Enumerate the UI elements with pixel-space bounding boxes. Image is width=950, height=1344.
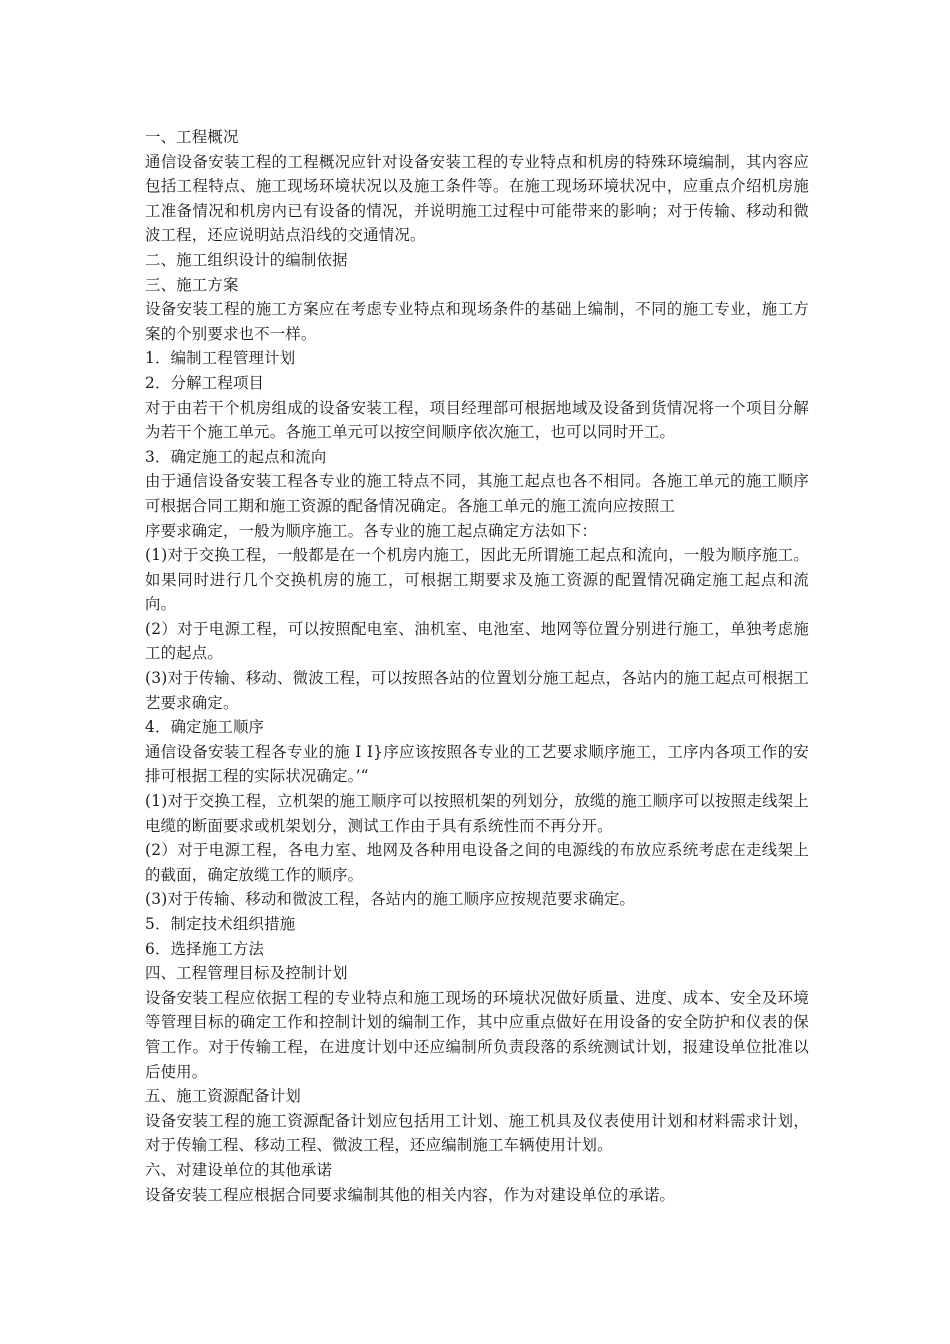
paragraph-power-order: (2）对于电源工程，各电力室、地网及各种用电设备之间的电源线的布放应系统考虑在走线架上的截面，确定放缆工作的顺序。	[145, 841, 809, 884]
item-decompose-project: 2．分解工程项目	[145, 373, 265, 392]
paragraph-decompose-project: 对于由若干个机房组成的设备安装工程，项目经理部可根据地域及设备到货情况将一个项目分解为若干个施工单元。各施工单元可以按空间顺序依次施工，也可以同时开工。	[145, 398, 809, 442]
paragraph-start-and-flow: 由于通信设备安装工程各专业的施工特点不同，其施工起点也各不相同。各施工单元的施工顺序可根据合同工期和施工资源的配备情况确定。各施工单元的施工流向应按照工	[145, 472, 809, 515]
paragraph-other-commitments: 设备安装工程应根据合同要求编制其他的相关内容，作为对建设单位的承诺。	[145, 1185, 676, 1204]
paragraph-project-overview: 通信设备安装工程的工程概况应针对设备安装工程的专业特点和机房的特殊环境编制，其内容应包括工程特点、施工现场环境状况以及施工条件等。在施工现场环境状况中，应重点介绍机房施工准备情况和机房内已有设备的情况，并说明施工过程中可能带来的影响；对于传输、移动和微波工程，还应说明站点沿线的交通情况。	[145, 152, 809, 245]
heading-management-goals: 四、工程管理目标及控制计划	[145, 964, 348, 983]
item-start-and-flow: 3．确定施工的起点和流向	[145, 447, 327, 466]
heading-resource-plan: 五、施工资源配备计划	[145, 1087, 301, 1106]
paragraph-transmission-start: (3)对于传输、移动、微波工程，可以按照各站的位置划分施工起点，各站内的施工起点可根据工艺要求确定。	[145, 669, 809, 712]
item-technical-measures: 5．制定技术组织措施	[145, 915, 296, 933]
paragraph-resource-plan: 设备安装工程的施工资源配备计划应包括用工计划、施工机具及仪表使用计划和材料需求计划，对于传输工程、移动工程、微波工程，还应编制施工车辆使用计划。	[145, 1111, 809, 1155]
heading-other-commitments: 六、对建设单位的其他承诺	[145, 1160, 333, 1179]
paragraph-start-and-flow-cont: 序要求确定，一般为顺序施工。各专业的施工起点确定方法如下：	[145, 521, 598, 540]
paragraph-construction-order: 通信设备安装工程各专业的施 I I}序应该按照各专业的工艺要求顺序施工，工序内各项工作的安排可根据工程的实际状况确定。’“	[145, 742, 809, 786]
heading-basis: 二、施工组织设计的编制依据	[145, 250, 348, 269]
document-body	[145, 125, 809, 1207]
paragraph-switching-order: (1)对于交换工程，立机架的施工顺序可以按照机架的列划分，放缆的施工顺序可以按照走线架上电缆的断面要求或机架划分，测试工作由于具有系统性而不再分开。	[145, 792, 809, 835]
heading-project-overview: 一、工程概况	[145, 128, 239, 146]
paragraph-power-start: (2）对于电源工程，可以按照配电室、油机室、电池室、地网等位置分别进行施工，单独考虑施工的起点。	[145, 619, 809, 663]
item-construction-order: 4．确定施工顺序	[145, 718, 265, 737]
item-construction-method: 6．选择施工方法	[145, 939, 265, 958]
item-management-plan: 1．编制工程管理计划	[145, 349, 296, 368]
heading-construction-plan: 三、施工方案	[145, 275, 239, 294]
paragraph-management-goals: 设备安装工程应依据工程的专业特点和施工现场的环境状况做好质量、进度、成本、安全及环境等管理目标的确定工作和控制计划的编制工作，其中应重点做好在用设备的安全防护和仪表的保管工作。对于传输工程，在进度计划中还应编制所负责段落的系统测试计划，报建设单位批准以后使用。	[145, 988, 809, 1081]
paragraph-switching-start: (1)对于交换工程，一般都是在一个机房内施工，因此无所谓施工起点和流向，一般为顺序施工。如果同时进行几个交换机房的施工，可根据工期要求及施工资源的配置情况确定施工起点和流向。	[145, 546, 809, 614]
paragraph-transmission-order: (3)对于传输、移动和微波工程，各站内的施工顺序应按规范要求确定。	[145, 890, 636, 909]
paragraph-construction-plan: 设备安装工程的施工方案应在考虑专业特点和现场条件的基础上编制，不同的施工专业，施工方案的个别要求也不一样。	[145, 300, 809, 343]
